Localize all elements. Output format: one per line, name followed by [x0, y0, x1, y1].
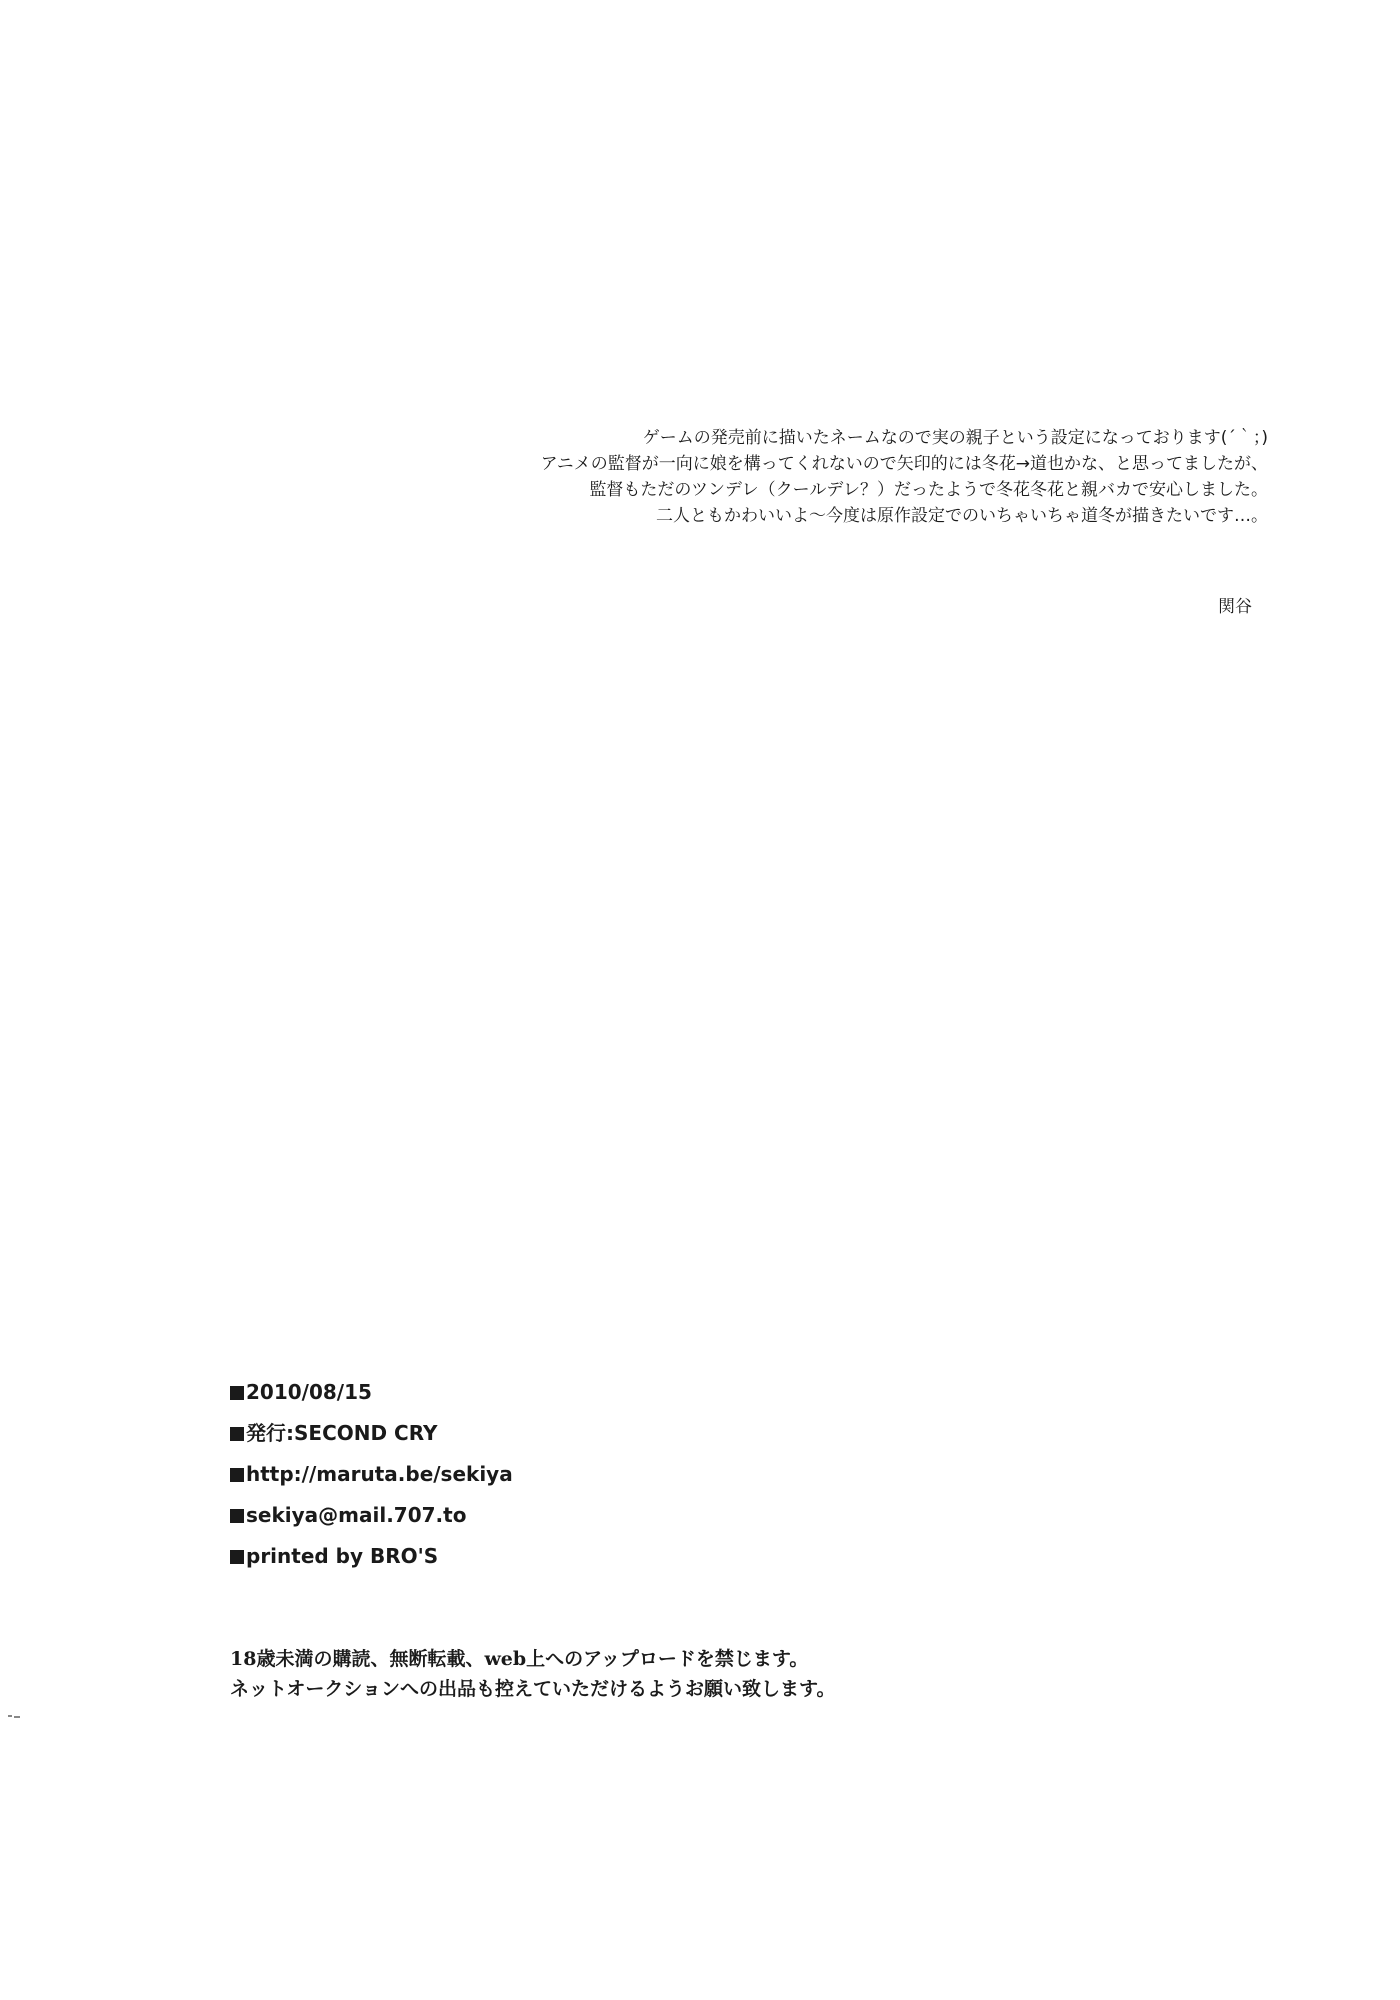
afterword-line: 監督もただのツンデレ（クールデレ？）だったようで冬花冬花と親バカで安心しました。: [589, 480, 1268, 500]
author-signature: 関谷: [1218, 597, 1252, 617]
notice-line: ネットオークションへの出品も控えていただけるようお願い致します。: [230, 1678, 836, 1700]
publication-date: 2010/08/15: [246, 1380, 372, 1404]
colophon-item-email: [230, 1495, 730, 1536]
square-bullet-icon: [230, 1386, 244, 1400]
colophon-item-date: [230, 1372, 730, 1413]
afterword-line: 二人ともかわいいよ～今度は原作設定でのいちゃいちゃ道冬が描きたいです…。: [656, 506, 1268, 526]
legal-notice: [230, 1644, 930, 1704]
square-bullet-icon: [230, 1550, 244, 1564]
afterword-line: アニメの監督が一向に娘を構ってくれないので矢印的には冬花→道也かな、と思ってましたが、: [540, 454, 1268, 474]
colophon-item-publisher: [230, 1413, 730, 1454]
square-bullet-icon: [230, 1509, 244, 1523]
contact-email: sekiya@mail.707.to: [246, 1503, 467, 1527]
printer: printed by BRO'S: [246, 1544, 439, 1568]
publisher: 発行:SECOND CRY: [246, 1421, 438, 1445]
scan-mark: [8, 1715, 20, 1718]
square-bullet-icon: [230, 1468, 244, 1482]
afterword-text: [368, 425, 1268, 529]
square-bullet-icon: [230, 1427, 244, 1441]
afterword-line: ゲームの発売前に描いたネームなので実の親子という設定になっております(´｀；): [642, 428, 1268, 448]
colophon-item-website: [230, 1454, 730, 1495]
website-url: http://maruta.be/sekiya: [246, 1462, 513, 1486]
colophon: [230, 1372, 730, 1577]
notice-line: 18歳未満の購読、無断転載、web上へのアップロードを禁じます。: [230, 1648, 809, 1670]
colophon-item-printer: [230, 1536, 730, 1577]
